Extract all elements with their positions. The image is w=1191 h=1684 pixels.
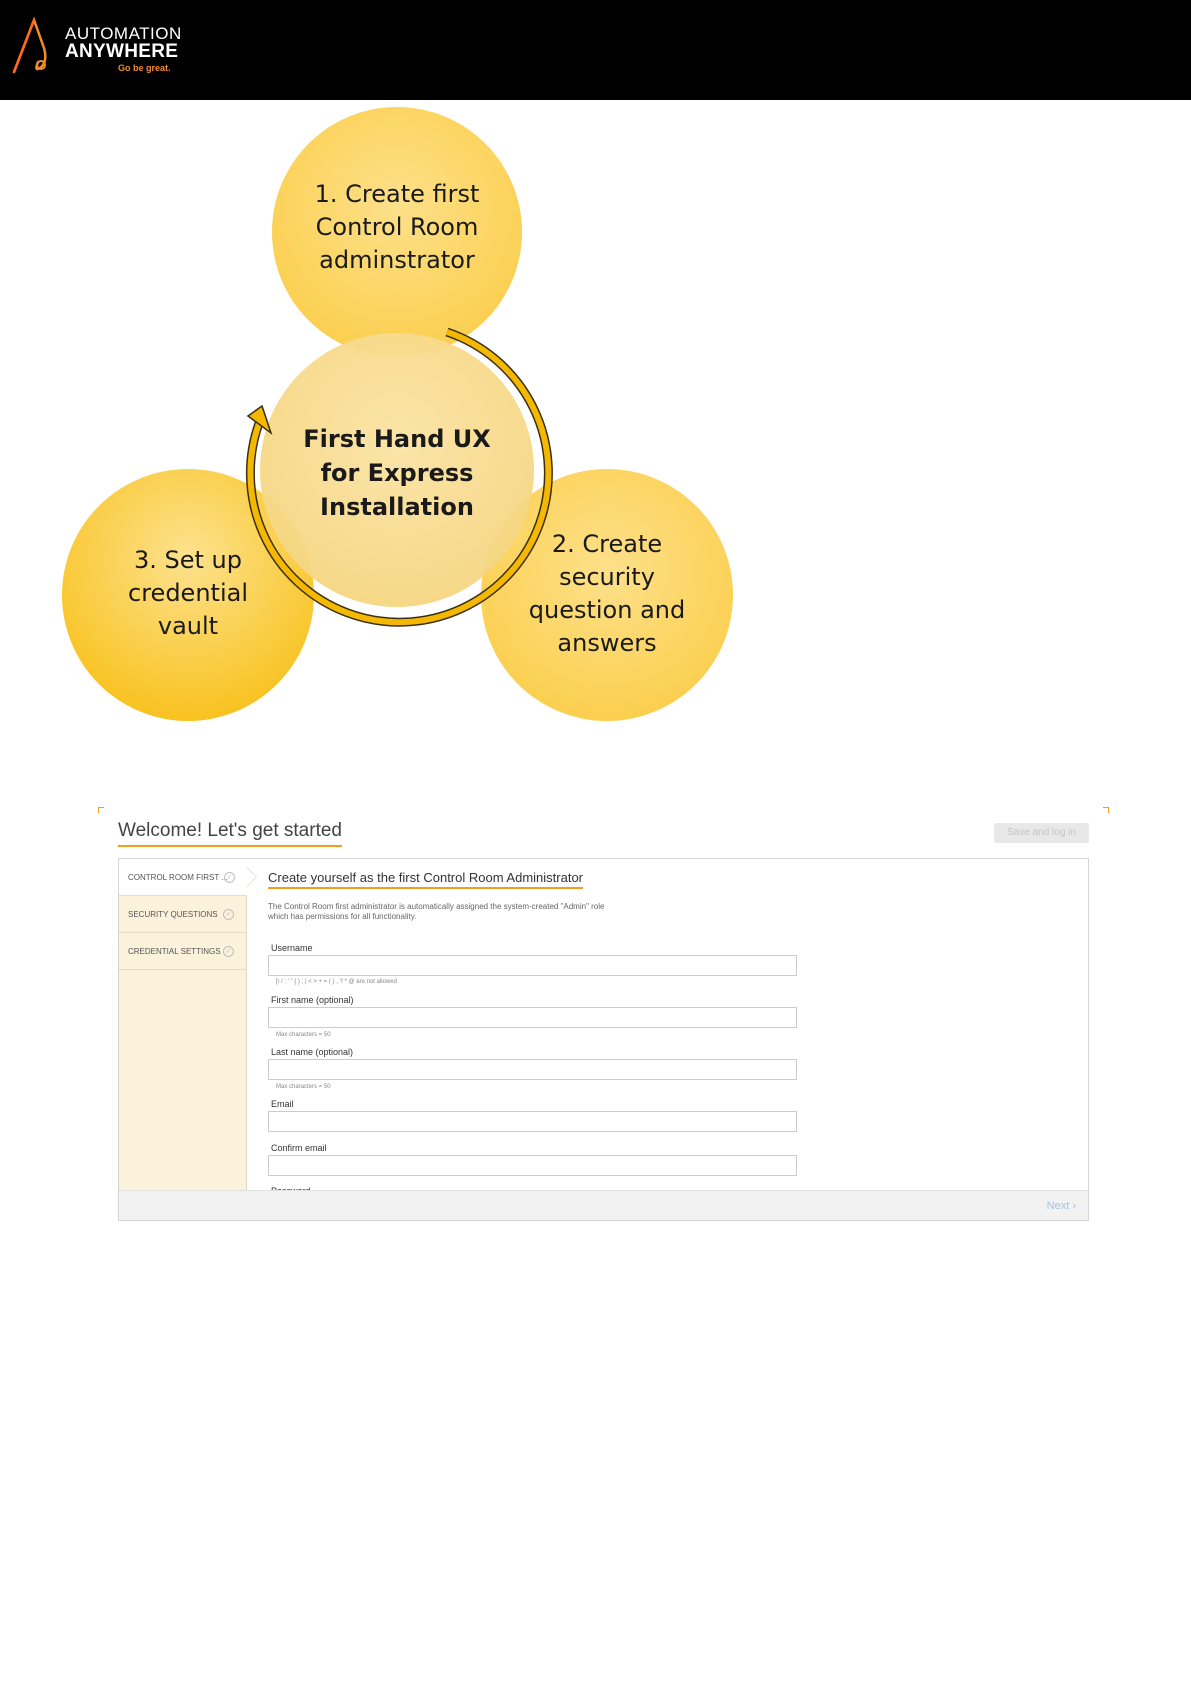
email-label: Email (271, 1099, 294, 1109)
step2-line4: answers (557, 629, 657, 657)
wizard-sidebar (119, 859, 247, 1191)
express-install-diagram (0, 100, 760, 740)
username-input[interactable] (268, 955, 797, 976)
first-name-label: First name (optional) (271, 995, 354, 1005)
center-line3: Installation (320, 493, 474, 521)
step2-line1: 2. Create (551, 530, 663, 558)
chevron-right-icon: › (1072, 1200, 1076, 1212)
step2-label (487, 528, 727, 660)
sidebar-item-label: SECURITY QUESTIONS (128, 910, 218, 919)
frame-corner-top-right (1103, 807, 1109, 813)
frame-corner-top-left (98, 807, 104, 813)
content-title: Create yourself as the first Control Room Administrator (268, 870, 583, 889)
step1-line2: Control Room (315, 213, 479, 241)
last-name-label: Last name (optional) (271, 1047, 354, 1057)
check-circle-icon: ✓ (224, 872, 235, 883)
sidebar-item-control-room-first-admin[interactable] (119, 859, 247, 896)
center-line1: First Hand UX (303, 425, 491, 453)
sidebar-item-label: CONTROL ROOM FIRST ... (128, 873, 229, 882)
step3-line2: credential (128, 579, 248, 607)
center-line2: for Express (320, 459, 474, 487)
sidebar-item-credential-settings[interactable] (119, 933, 246, 970)
description-line2: which has permissions for all functionality. (268, 912, 417, 921)
automation-anywhere-logo (10, 14, 210, 80)
setup-wizard-panel (118, 858, 1089, 1221)
check-circle-icon: ✓ (223, 909, 234, 920)
step3-label (68, 544, 308, 643)
confirm-email-label: Confirm email (271, 1143, 327, 1153)
save-and-login-button[interactable]: Save and log in (994, 823, 1089, 843)
step2-line3: question and (528, 596, 686, 624)
step1-label (277, 178, 517, 277)
first-name-hint: Max characters = 50 (276, 1032, 331, 1038)
logo-text-anywhere: ANYWHERE (65, 41, 179, 62)
logo-a-icon (10, 14, 66, 76)
header-bar (0, 0, 1191, 100)
confirm-email-input[interactable] (268, 1155, 797, 1176)
check-circle-icon: ✓ (223, 946, 234, 957)
last-name-input[interactable] (268, 1059, 797, 1080)
step3-line1: 3. Set up (133, 546, 242, 574)
step1-line3: adminstrator (319, 246, 475, 274)
email-input[interactable] (268, 1111, 797, 1132)
content-description (268, 902, 668, 922)
wizard-content (268, 859, 1068, 1191)
first-name-input[interactable] (268, 1007, 797, 1028)
sidebar-item-label: CREDENTIAL SETTINGS (128, 947, 221, 956)
last-name-hint: Max characters = 50 (276, 1084, 331, 1090)
username-hint: [\ / : ' " { } ; | < > + = ( ) , ? * @ are not allowed (276, 979, 397, 985)
step2-line2: security (559, 563, 655, 591)
wizard-footer (119, 1190, 1088, 1221)
center-label (277, 422, 517, 524)
step1-line1: 1. Create first (314, 180, 480, 208)
next-button[interactable] (1047, 1200, 1076, 1212)
username-label: Username (271, 943, 313, 953)
logo-text-automation: AUTOMATION (65, 24, 182, 43)
sidebar-item-security-questions[interactable] (119, 896, 246, 933)
next-button-label: Next (1046, 1200, 1070, 1212)
logo-tagline: Go be great. (118, 63, 171, 73)
step3-line3: vault (157, 612, 219, 640)
description-line1: The Control Room first administrator is automatically assigned the system-created "Admin" role (268, 902, 605, 911)
active-pointer-fill (247, 868, 256, 886)
welcome-title: Welcome! Let's get started (118, 820, 342, 847)
